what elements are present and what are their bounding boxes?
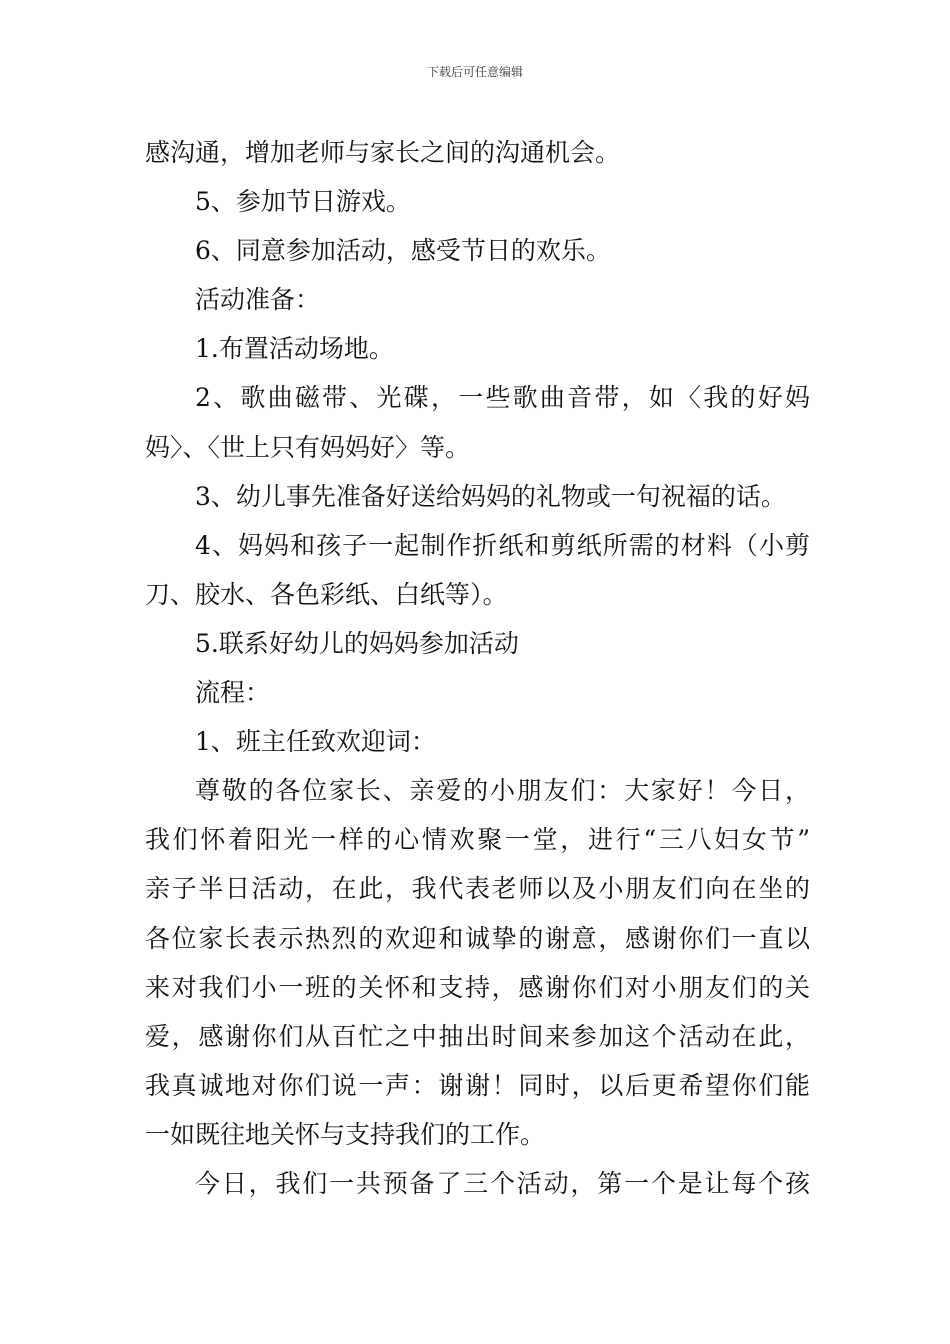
paragraph-line: 3、幼儿事先准备好送给妈妈的礼物或一句祝福的话。 [195, 481, 786, 511]
page-header-note: 下载后可任意编辑 [426, 65, 523, 79]
paragraph-line: 6、同意参加活动，感受节日的欢乐。 [195, 236, 611, 266]
paragraph-line: 2、歌曲磁带、光碟，一些歌曲音带，如〈我的好妈 [195, 383, 810, 413]
paragraph-line: 一如既往地关怀与支持我们的工作。 [145, 1119, 546, 1149]
paragraph-line: 来对我们小一班的关怀和支持，感谢你们对小朋友们的关 [145, 972, 810, 1002]
paragraph-line: 尊敬的各位家长、亲爱的小朋友们：大家好！今日， [195, 776, 810, 806]
paragraph-line: 妈〉、〈世上只有妈妈好〉等。 [145, 432, 471, 462]
paragraph-line: 1、班主任致欢迎词： [195, 727, 436, 757]
paragraph-line: 爱，感谢你们从百忙之中抽出时间来参加这个活动在此， [145, 1021, 810, 1051]
paragraph-line: 我真诚地对你们说一声：谢谢！同时，以后更希望你们能 [145, 1070, 810, 1100]
paragraph-line: 5.联系好幼儿的妈妈参加活动 [195, 628, 519, 658]
section-heading: 活动准备： [195, 285, 321, 315]
paragraph-line: 感沟通，增加老师与家长之间的沟通机会。 [145, 138, 621, 167]
paragraph-line: 今日，我们一共预备了三个活动，第一个是让每个孩 [195, 1168, 810, 1198]
paragraph-line: 我们怀着阳光一样的心情欢聚一堂，进行“三八妇女节” [145, 825, 810, 855]
paragraph-line: 各位家长表示热烈的欢迎和诚挚的谢意，感谢你们一直以 [145, 923, 810, 953]
paragraph-line: 刀、胶水、各色彩纸、白纸等）。 [145, 579, 508, 609]
document-body [145, 128, 810, 1208]
paragraph-line: 亲子半日活动，在此，我代表老师以及小朋友们向在坐的 [145, 874, 810, 904]
paragraph-line: 1.布置活动场地。 [195, 334, 394, 364]
paragraph-line: 4、妈妈和孩子一起制作折纸和剪纸所需的材料（小剪 [195, 530, 810, 560]
section-heading: 流程： [195, 678, 271, 708]
paragraph-line: 5、参加节日游戏。 [195, 187, 411, 217]
